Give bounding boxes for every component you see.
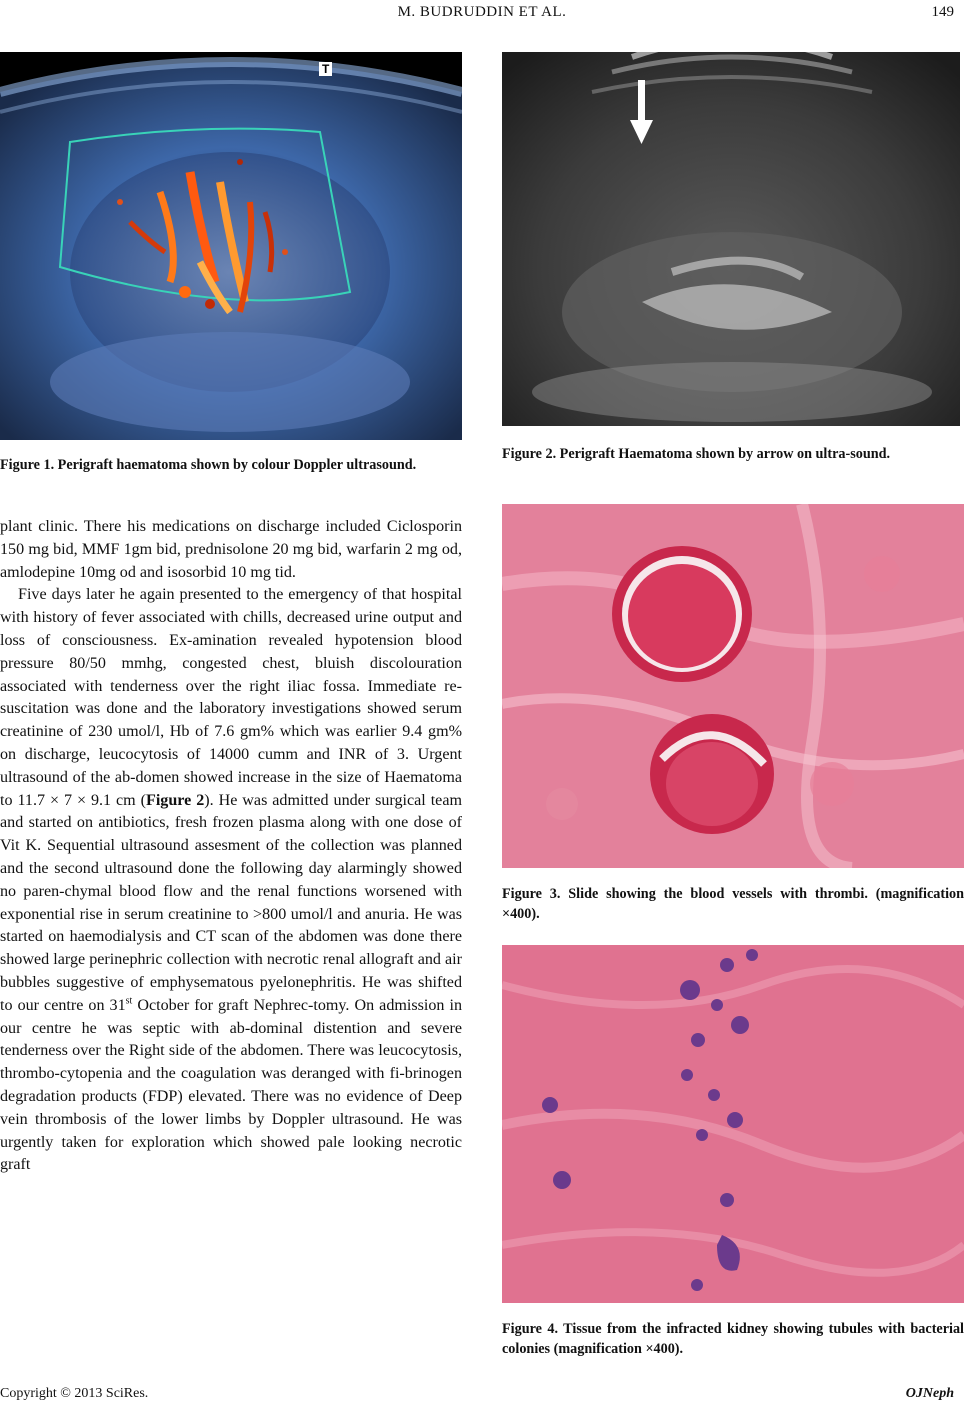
journal-name: OJNeph xyxy=(905,1386,954,1401)
paragraph-2-part-b: ). He was admitted under surgical team and started on antibiotics, fresh frozen plasma along with one dose of Vit K. Sequential ultrasound assesment of the collection was planned and the second ultrasound done the following day alarmingly showed no paren-chymal blood flow and the renal functions worsened with exponential rise in serum creatinine to >800 umol/l and anuria. He was started on haemodialysis and CT scan of the abdomen was done there showed large perinephric collection with necrotic renal allograft and air bubbles suggestive of emphysematous pyelonephritis. He was shifted to our centre on 31 xyxy=(0,791,462,1014)
body-text xyxy=(0,516,462,1177)
thrombosed-vessel-upper xyxy=(612,546,752,682)
paragraph-2 xyxy=(0,584,462,1177)
figure-4-image xyxy=(502,945,964,1303)
orientation-marker: T xyxy=(319,62,332,76)
page-header xyxy=(0,0,964,30)
figure-2-caption: Figure 2. Perigraft Haematoma shown by arrow on ultra-sound. xyxy=(502,446,891,462)
ordinal-superscript: st xyxy=(125,995,133,1007)
paragraph-1: plant clinic. There his medications on discharge included Ciclosporin 150 mg bid, MMF 1gm bid, prednisolone 20 mg bid, warfarin 2 mg od, amlodepine 10mg od and isosorbid 10 mg tid. xyxy=(0,518,462,581)
paragraph-2-part-c: October for graft Nephrec-tomy. On admission in our centre he was septic with ab-dominal distention and severe tenderness over the Right side of the abdomen. There was leucocytosis, thrombo-cytopenia and the coagulation was deranged with fi-brinogen degradation products (FDP) elevated. There was no evidence of Deep vein thrombosis of the lower limbs by Doppler ultrasound. He was urgently taken for exploration which showed pale looking necrotic graft xyxy=(0,996,463,1174)
figure-2-image xyxy=(502,52,960,426)
figure-1-image xyxy=(0,52,462,440)
figure-2-reference[interactable]: Figure 2 xyxy=(146,791,205,809)
figure-4-caption: Figure 4. Tissue from the infracted kidney showing tubules with bacterial colonies (magnification ×400). xyxy=(502,1321,964,1357)
paragraph-2-part-a: Five days later he again presented to the emergency of that hospital with history of fever associated with chills, decreased urine output and loss of consciousness. Ex-amination revealed hypotension blood pressure 80/50 mmhg, congested chest, bluish discolouration associated with tenderness over the right iliac fossa. Immediate re-suscitation was done and the laboratory investigations showed serum creatinine of 230 umol/l, Hb of 7.6 gm% which was earlier 9.4 gm% on discharge, leucocytosis of 14000 cumm and INR of 3. Urgent ultrasound of the ab-domen showed increase in the size of Haematoma to 11.7 × 7 × 9.1 cm ( xyxy=(0,586,462,809)
running-title: M. BUDRUDDIN ET AL. xyxy=(397,4,567,20)
thrombosed-vessel-lower xyxy=(650,714,774,834)
figure-3-image xyxy=(502,504,964,868)
copyright-notice: Copyright © 2013 SciRes. xyxy=(0,1386,149,1401)
page-number: 149 xyxy=(931,4,954,20)
figure-3-caption: Figure 3. Slide showing the blood vessels with thrombi. (magnification ×400). xyxy=(502,886,964,922)
figure-1-caption: Figure 1. Perigraft haematoma shown by colour Doppler ultrasound. xyxy=(0,457,417,473)
